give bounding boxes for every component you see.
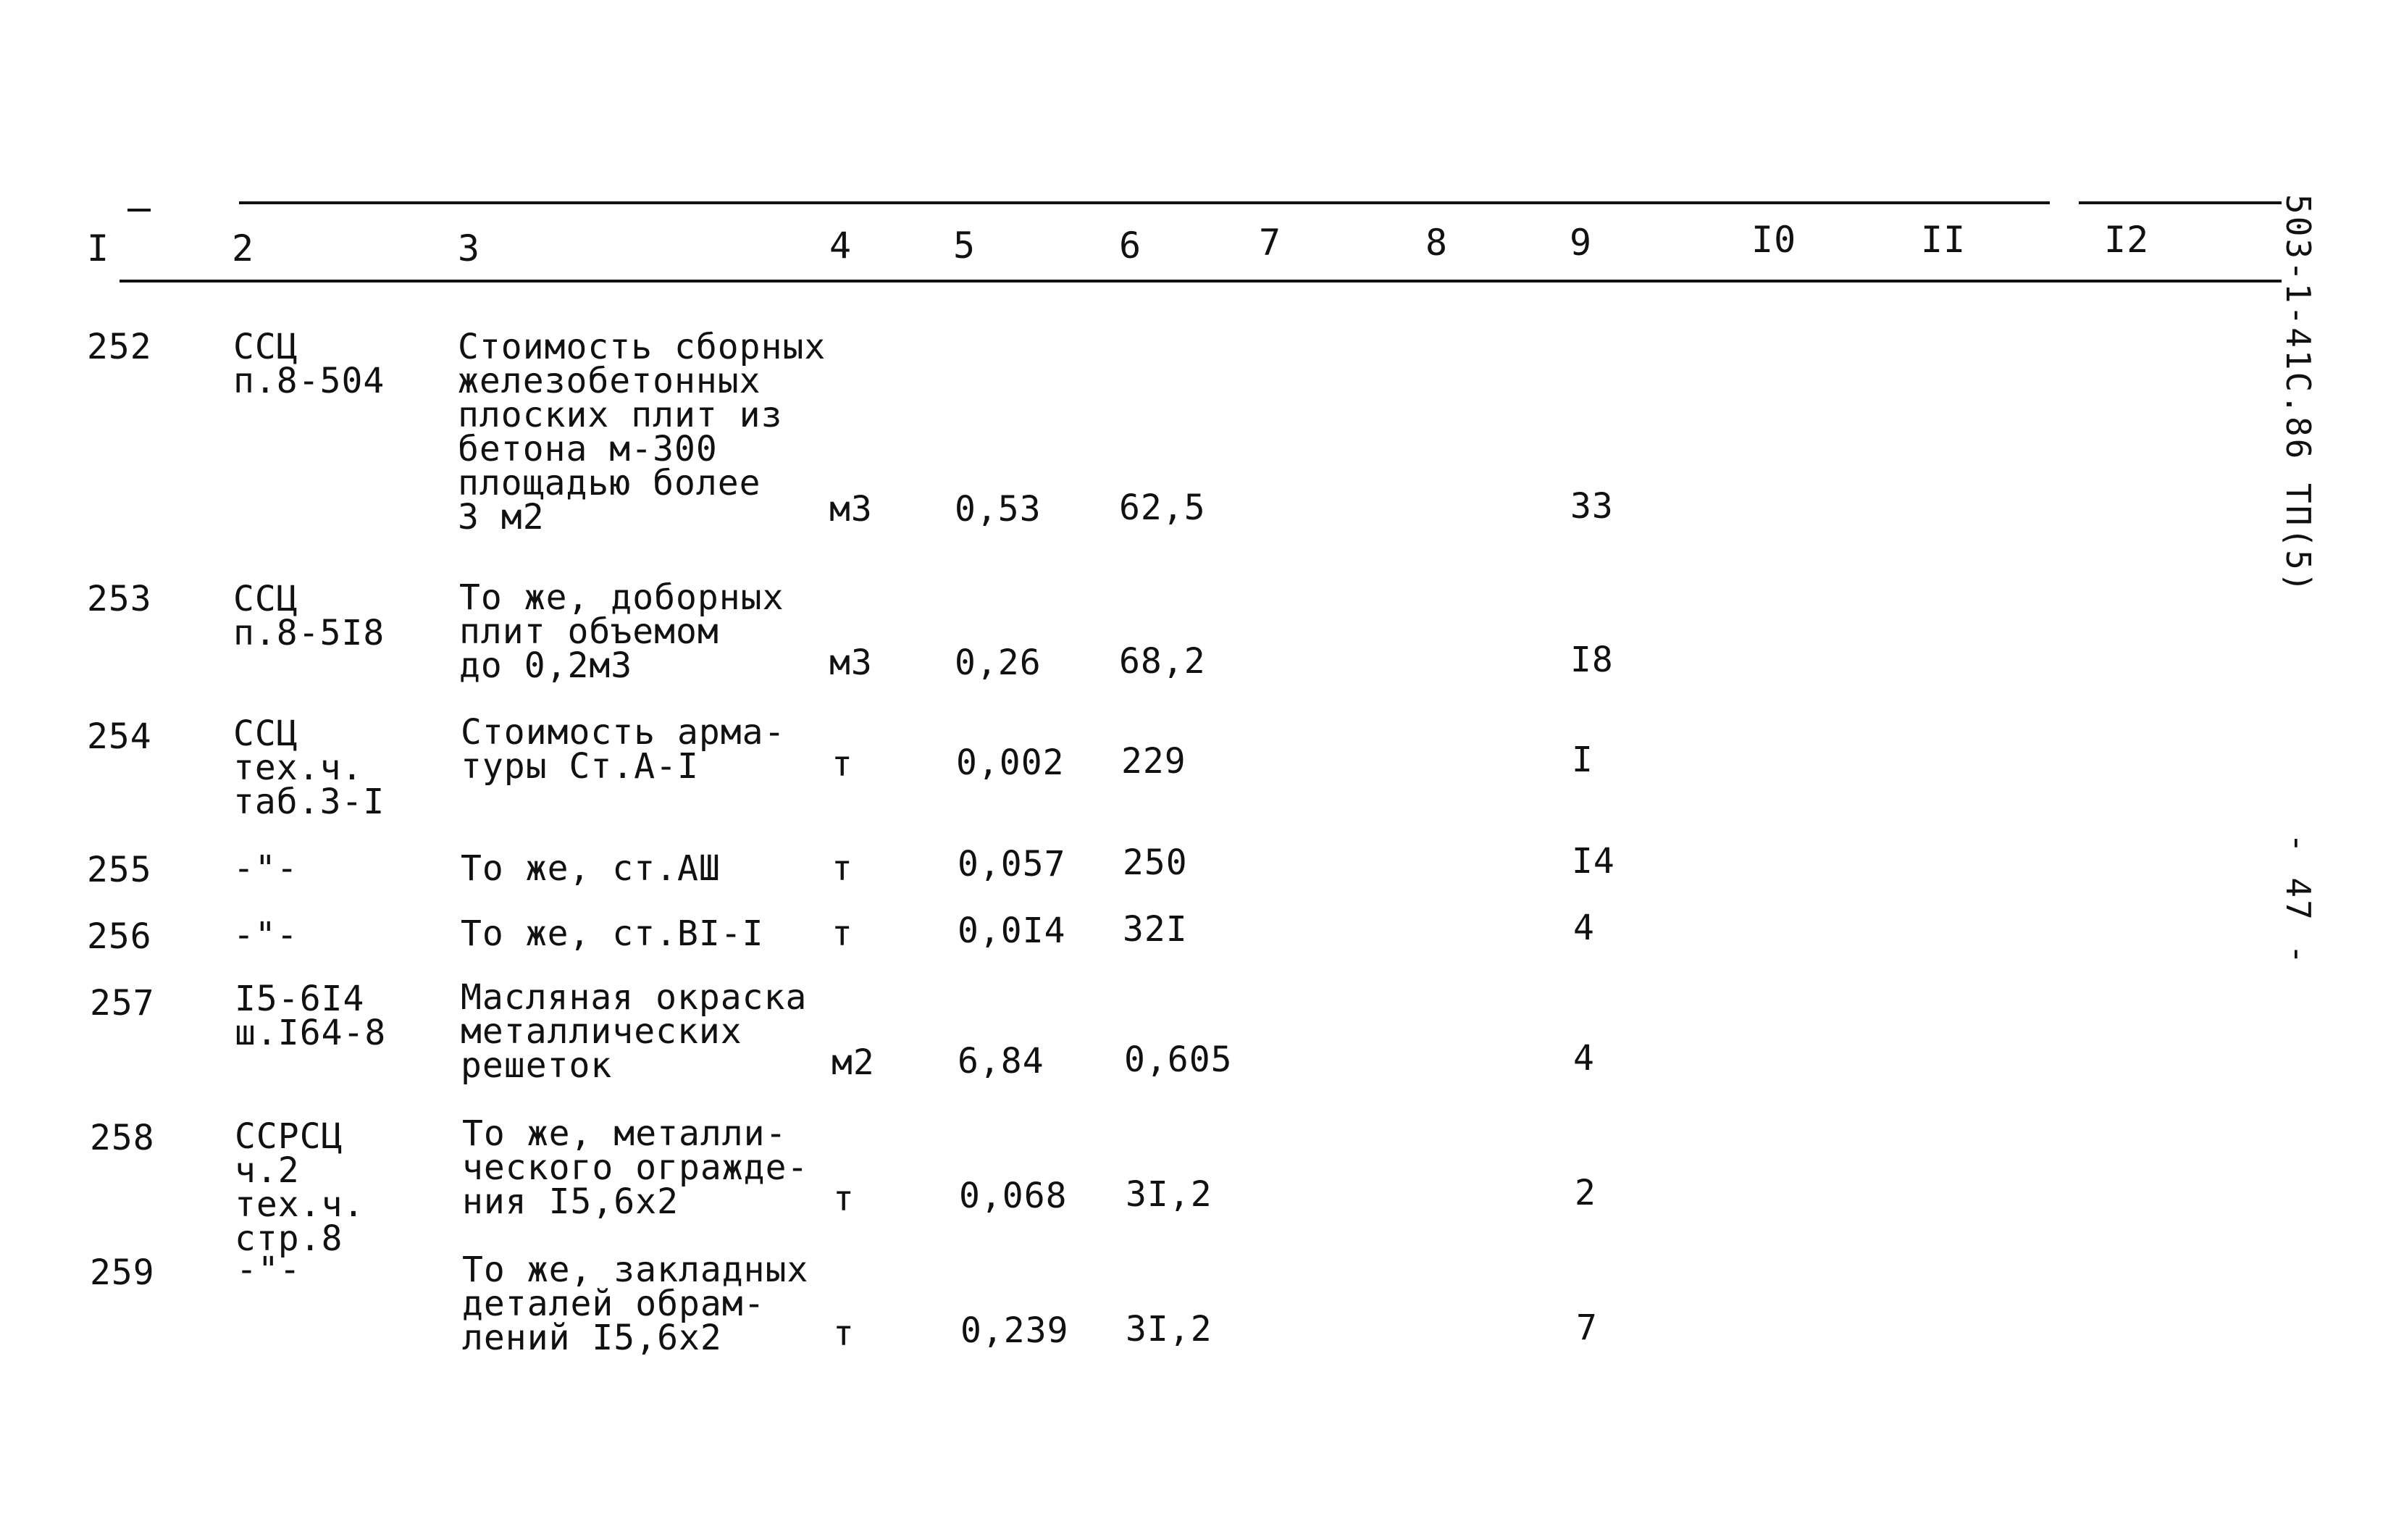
column-header-4: 4 [829, 225, 853, 267]
row-price: 32I [1123, 909, 1188, 950]
row-number: 259 [90, 1252, 155, 1293]
row-reference: ССЦ тех.ч. таб.3-I [233, 713, 385, 822]
row-reference: ССЦ п.8-504 [233, 327, 385, 401]
row-unit: т [832, 913, 853, 954]
row-reference: -"- [233, 915, 298, 955]
row-quantity: 0,53 [955, 489, 1042, 530]
row-total: I4 [1572, 841, 1615, 882]
row-total: I [1572, 740, 1593, 780]
row-total: 7 [1576, 1307, 1598, 1348]
row-total: 4 [1573, 1038, 1595, 1079]
row-description: То же, доборных плит объемом до 0,2м3 [459, 577, 784, 686]
row-reference: ССРСЦ ч.2 тех.ч. стр.8 [235, 1116, 365, 1259]
row-reference: -"- [233, 848, 298, 889]
row-number: 253 [87, 579, 152, 619]
row-price: 62,5 [1119, 487, 1206, 528]
row-total: 2 [1575, 1173, 1596, 1213]
row-unit: м3 [829, 643, 873, 683]
column-header-7: 7 [1259, 222, 1282, 264]
page-number: - 47 - [2279, 833, 2318, 967]
document-code: 503-1-41С.86 ТП(5) [2279, 194, 2318, 595]
column-header-3: 3 [458, 227, 481, 269]
row-description: То же, ст.АШ [461, 848, 721, 889]
row-quantity: 0,239 [960, 1310, 1069, 1351]
column-header-8: 8 [1425, 222, 1449, 264]
row-reference: ССЦ п.8-5I8 [233, 579, 385, 653]
top-rule-left-tick [127, 209, 151, 212]
row-description: То же, закладных деталей обрам- лений I5,6х2 [462, 1250, 809, 1358]
row-total: 33 [1570, 486, 1614, 527]
column-header-12: I2 [2104, 219, 2150, 261]
row-number: 258 [90, 1118, 155, 1158]
row-quantity: 6,84 [958, 1041, 1044, 1081]
column-header-11: II [1921, 219, 1966, 261]
row-unit: м2 [832, 1042, 875, 1083]
column-header-1: I [87, 227, 110, 269]
column-header-10: I0 [1751, 219, 1797, 261]
row-total: I8 [1570, 640, 1614, 680]
row-description: То же, металли- ческого огражде- ния I5,6х2 [462, 1113, 809, 1222]
column-header-6: 6 [1119, 225, 1142, 267]
row-price: 3I,2 [1126, 1174, 1212, 1215]
row-quantity: 0,002 [956, 742, 1065, 783]
top-rule [239, 201, 2050, 204]
column-header-2: 2 [232, 227, 255, 269]
row-unit: т [833, 1313, 855, 1354]
row-price: 3I,2 [1126, 1309, 1212, 1349]
row-total: 4 [1573, 908, 1595, 948]
row-quantity: 0,0I4 [958, 911, 1066, 951]
row-price: 229 [1121, 741, 1186, 782]
row-price: 68,2 [1119, 641, 1206, 682]
row-quantity: 0,057 [958, 844, 1066, 884]
row-reference: -"- [236, 1250, 301, 1290]
row-number: 256 [87, 916, 152, 957]
row-unit: м3 [829, 489, 873, 530]
row-number: 255 [87, 850, 152, 890]
row-number: 254 [87, 716, 152, 757]
row-description: Стоимость сборных железобетонных плоских плит из бетона м-300 площадью более 3 м2 [458, 327, 826, 537]
column-header-5: 5 [953, 225, 976, 267]
row-quantity: 0,26 [955, 643, 1042, 683]
row-reference: I5-6I4 ш.I64-8 [235, 979, 387, 1053]
column-header-9: 9 [1570, 222, 1593, 264]
row-price: 0,605 [1124, 1039, 1233, 1080]
row-number: 252 [87, 327, 152, 367]
row-description: То же, ст.ВI-I [461, 913, 764, 954]
row-unit: т [832, 744, 853, 784]
row-description: Стоимость арма- туры Ст.А-I [461, 712, 786, 787]
row-number: 257 [90, 983, 155, 1024]
row-unit: т [832, 848, 853, 889]
row-quantity: 0,068 [959, 1176, 1068, 1216]
row-price: 250 [1123, 842, 1188, 883]
row-description: Масляная окраска металлических решеток [461, 977, 808, 1086]
row-unit: т [833, 1179, 855, 1219]
header-bottom-rule [120, 280, 2282, 283]
top-rule-right [2079, 201, 2282, 204]
